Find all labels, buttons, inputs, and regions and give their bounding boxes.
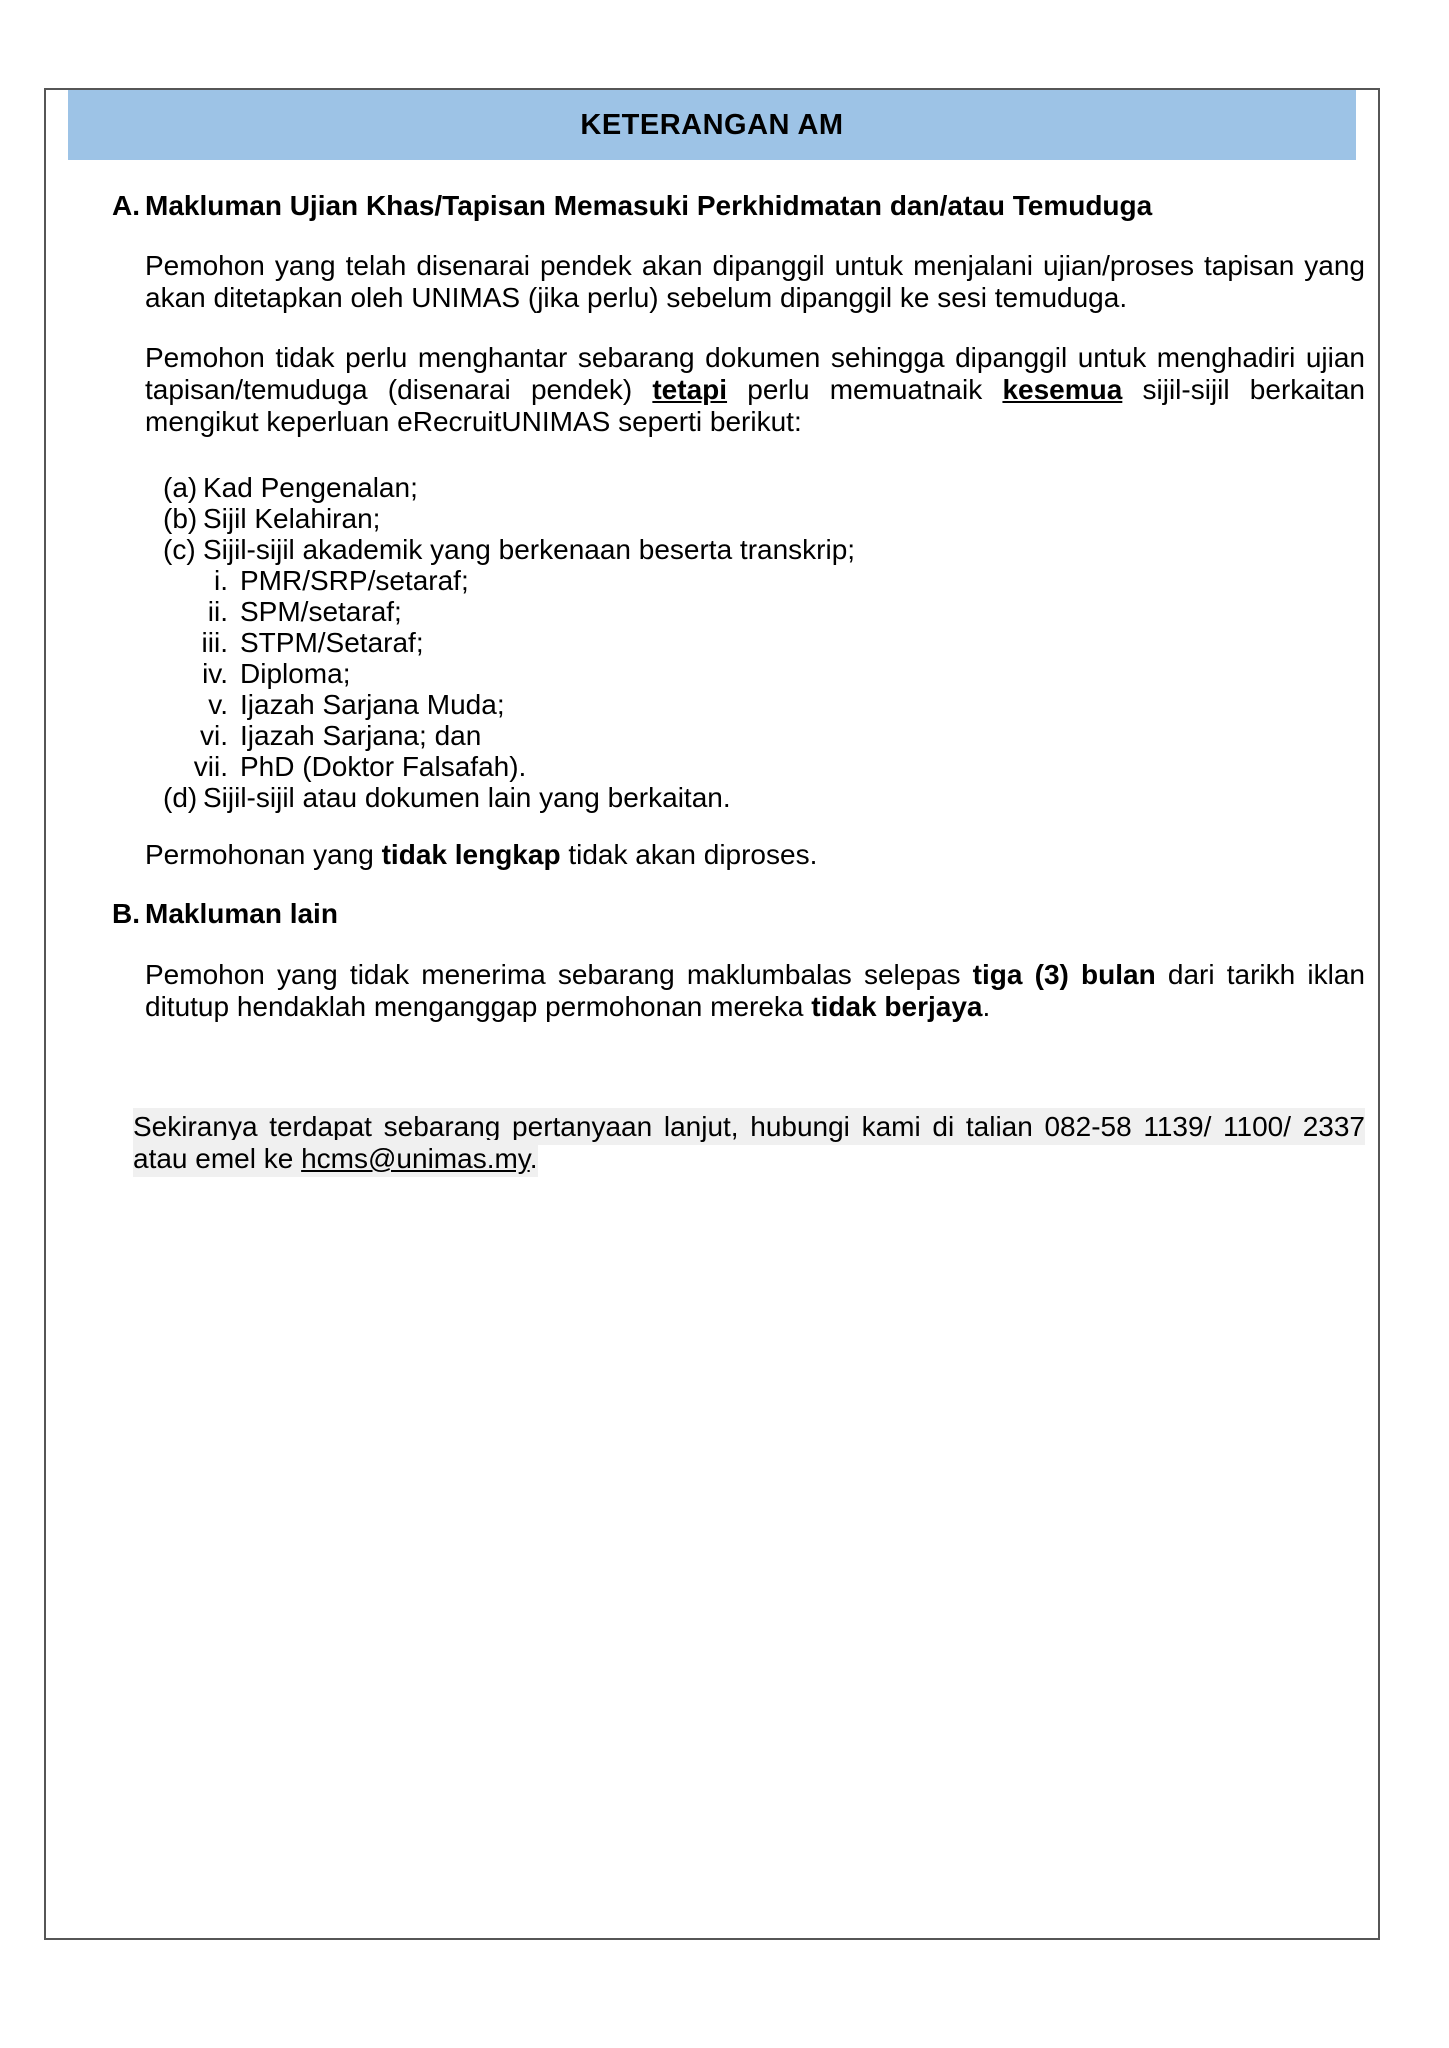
list-label: Diploma; [240,658,351,689]
emphasis-tetapi: tetapi [652,374,728,405]
paragraph-upload-requirements [145,342,1365,438]
section-a-heading [112,190,1365,222]
list-marker: (d) [163,782,198,813]
list-marker: (b) [163,503,198,534]
text-run: perlu memuatnaik [727,374,1003,405]
list-subitem [145,720,1365,751]
list-subitem [145,565,1365,596]
document-body [46,190,1378,1175]
text-run: tidak akan diproses. [560,839,818,870]
list-marker: v. [208,689,228,720]
list-item [145,782,1365,813]
list-label: Sijil Kelahiran; [203,503,381,534]
section-b-heading [112,898,1365,930]
list-subitem [145,596,1365,627]
emphasis-tidak-lengkap: tidak lengkap [381,839,561,870]
list-label: Ijazah Sarjana; dan [240,720,482,751]
list-marker: (c) [163,534,196,565]
emphasis-tidak-berjaya: tidak berjaya [811,991,983,1022]
list-item [145,534,1365,565]
content-frame [44,88,1380,1940]
list-label: PhD (Doktor Falsafah). [240,751,527,782]
section-b-marker: B. [112,898,140,929]
text-run: Permohonan yang [145,839,382,870]
list-subitem [145,689,1365,720]
text-run: . [529,1143,538,1174]
emphasis-tiga-bulan: tiga (3) bulan [972,959,1156,990]
list-item [145,503,1365,534]
list-label: Kad Pengenalan; [203,472,418,503]
list-marker: iv. [202,658,228,689]
list-subitem [145,627,1365,658]
text-run: . [982,991,991,1022]
section-header-bar [68,90,1356,160]
list-label: SPM/setaraf; [240,596,402,627]
text-run: Sekiranya terdapat sebarang pertanyaan lanjut, hubungi kami di talian 082-58 1139/ 1100/ 2337 atau emel ke [133,1111,1365,1174]
list-marker: i. [214,565,228,596]
document-checklist [145,472,1365,813]
list-label: Sijil-sijil akademik yang berkenaan beserta transkrip; [203,534,856,565]
paragraph-contact-info [133,1111,1365,1175]
text-run: dari tarikh iklan ditutup hendaklah menganggap permohonan mereka [145,959,1365,1022]
list-marker: vii. [193,751,228,782]
paragraph-incomplete-warning [145,839,1365,871]
text-run: Pemohon yang tidak menerima sebarang maklumbalas selepas [145,959,973,990]
list-label: PMR/SRP/setaraf; [240,565,469,596]
list-label: Sijil-sijil atau dokumen lain yang berkaitan. [203,782,731,813]
list-item [145,472,1365,503]
list-subitem [145,751,1365,782]
text-run: sijil-sijil berkaitan mengikut keperluan eRecruitUNIMAS seperti berikut: [145,374,1365,437]
list-marker: iii. [201,627,228,658]
text-run: Pemohon tidak perlu menghantar sebarang dokumen sehingga dipanggil untuk menghadiri ujian tapisan/temuduga (disenarai pendek) [145,342,1365,405]
emphasis-kesemua: kesemua [1002,374,1123,405]
section-b-title: Makluman lain [145,898,338,929]
section-a-marker: A. [112,190,140,221]
list-label: STPM/Setaraf; [240,627,424,658]
page-title: KETERANGAN AM [580,108,844,141]
paragraph-shortlist-info: Pemohon yang telah disenarai pendek akan dipanggil untuk menjalani ujian/proses tapisan yang akan ditetapkan oleh UNIMAS (jika perlu) sebelum dipanggil ke sesi temuduga. [145,250,1365,313]
paragraph-no-response-info [145,959,1365,1023]
contact-highlight [133,1108,1365,1177]
list-marker: (a) [163,472,198,503]
list-label: Ijazah Sarjana Muda; [240,689,505,720]
section-a-title: Makluman Ujian Khas/Tapisan Memasuki Perkhidmatan dan/atau Temuduga [145,190,1153,221]
email-link[interactable]: hcms@unimas.my [301,1143,530,1174]
list-subitem [145,658,1365,689]
list-marker: vi. [200,720,228,751]
list-marker: ii. [207,596,228,627]
